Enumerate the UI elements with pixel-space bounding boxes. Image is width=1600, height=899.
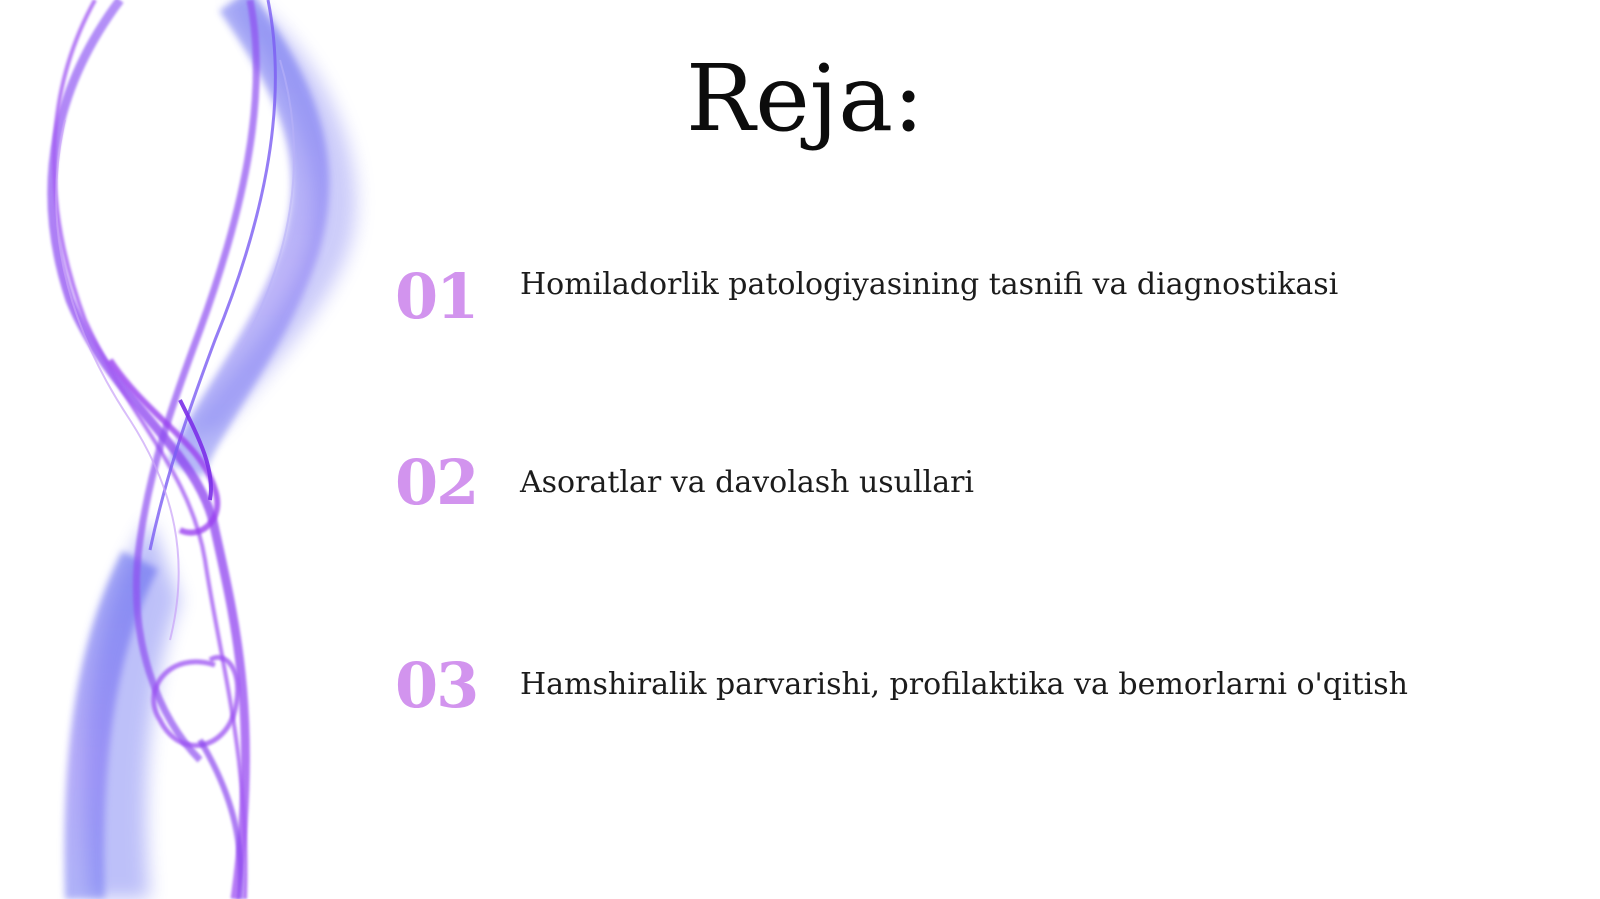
agenda-item-text: Asoratlar va davolash usullari	[520, 465, 975, 500]
agenda-item	[395, 262, 1545, 342]
agenda-item	[395, 651, 1545, 731]
agenda-item-text: Homiladorlik patologiyasining tasnifi va diagnostikasi	[520, 267, 1339, 302]
agenda-item-text: Hamshiralik parvarishi, profilaktika va bemorlarni o'qitish	[520, 667, 1408, 702]
agenda-item	[395, 448, 1545, 528]
agenda-item-number: 02	[395, 446, 478, 519]
agenda-item-number: 03	[395, 649, 478, 722]
agenda-item-number: 01	[395, 260, 478, 333]
slide-title: Reja:	[685, 45, 925, 152]
